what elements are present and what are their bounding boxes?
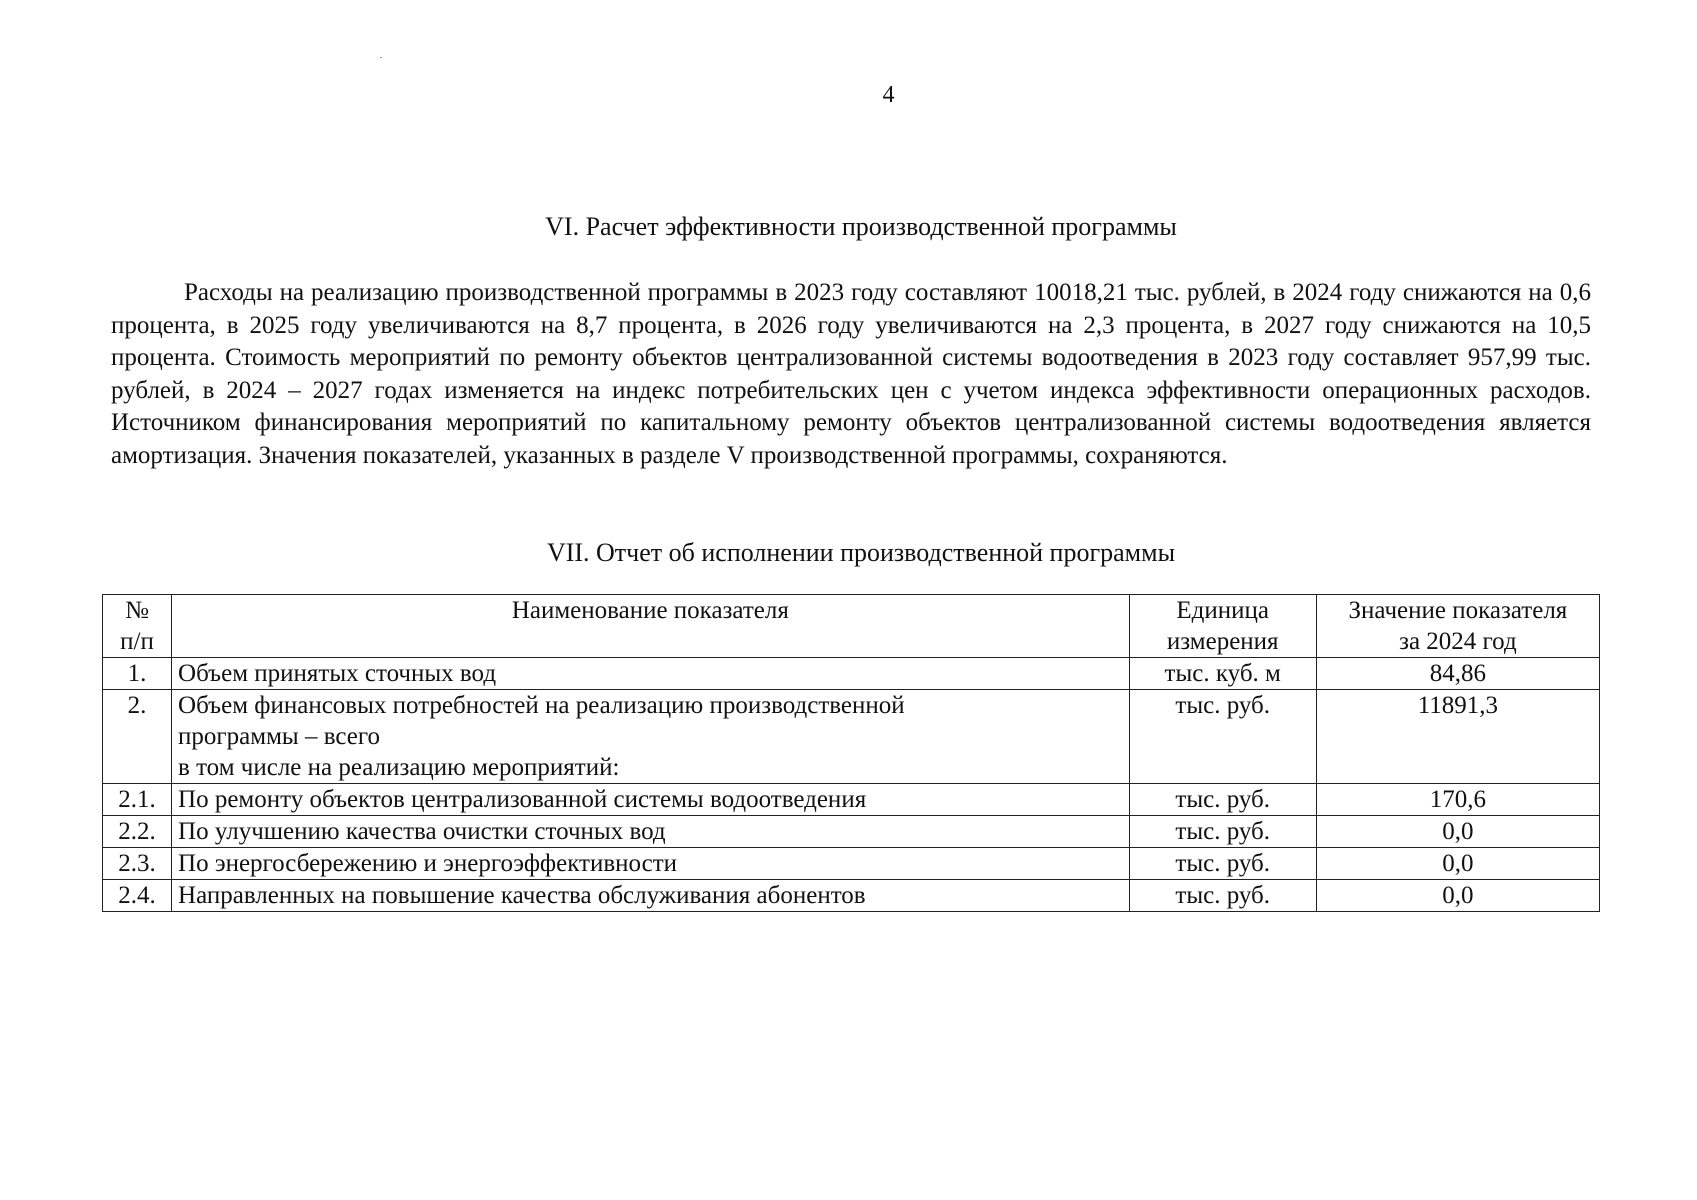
table-row bbox=[103, 658, 1600, 690]
table-row bbox=[103, 690, 1600, 784]
row-name: Объем принятых сточных вод bbox=[172, 658, 1130, 690]
table-row bbox=[103, 848, 1600, 880]
row-unit: тыс. руб. bbox=[1129, 690, 1316, 784]
header-unit: Единица измерения bbox=[1129, 595, 1316, 658]
report-table bbox=[102, 594, 1600, 912]
row-name: По ремонту объектов централизованной системы водоотведения bbox=[172, 784, 1130, 816]
row-name: Объем финансовых потребностей на реализацию производственной программы – всего в том числе на реализацию мероприятий: bbox=[172, 690, 1130, 784]
row-value: 0,0 bbox=[1316, 880, 1599, 912]
row-number: 2.4. bbox=[103, 880, 172, 912]
row-number: 2. bbox=[103, 690, 172, 784]
table-header-row bbox=[103, 595, 1600, 658]
table-row bbox=[103, 816, 1600, 848]
header-number: № п/п bbox=[103, 595, 172, 658]
row-number: 1. bbox=[103, 658, 172, 690]
header-value: Значение показателя за 2024 год bbox=[1316, 595, 1599, 658]
section-6-title: VI. Расчет эффективности производственной программы bbox=[545, 212, 1177, 241]
row-number: 2.2. bbox=[103, 816, 172, 848]
row-unit: тыс. руб. bbox=[1129, 880, 1316, 912]
row-value: 11891,3 bbox=[1316, 690, 1599, 784]
row-value: 170,6 bbox=[1316, 784, 1599, 816]
scan-artifact bbox=[380, 57, 382, 58]
row-value: 0,0 bbox=[1316, 816, 1599, 848]
section-6-paragraph: Расходы на реализацию производственной программы в 2023 году составляют 10018,21 тыс. рублей, в 2024 году снижаются на 0,6 процента, в 2025 году увеличиваются на 8,7 процента, в 2026 году увеличиваются на 2,3 процента, в 2027 году снижаются на 10,5 процента. Стоимость мероприятий по ремонту объектов централизованной системы водоотведения в 2023 году составляет 957,99 тыс. рублей, в 2024 – 2027 годах изменяется на индекс потребительских цен с учетом индекса эффективности операционных расходов. Источником финансирования мероприятий по капитальному ремонту объектов централизованной системы водоотведения является амортизация. Значения показателей, указанных в разделе V производственной программы, сохраняются. bbox=[111, 279, 1591, 469]
row-name: Направленных на повышение качества обслуживания абонентов bbox=[172, 880, 1130, 912]
header-name: Наименование показателя bbox=[172, 595, 1130, 658]
section-7-title: VII. Отчет об исполнении производственной программы bbox=[546, 538, 1176, 567]
table-row bbox=[103, 784, 1600, 816]
page-number: 4 bbox=[882, 82, 895, 108]
row-unit: тыс. руб. bbox=[1129, 816, 1316, 848]
row-unit: тыс. куб. м bbox=[1129, 658, 1316, 690]
row-number: 2.3. bbox=[103, 848, 172, 880]
row-name: По энергосбережению и энергоэффективности bbox=[172, 848, 1130, 880]
row-value: 0,0 bbox=[1316, 848, 1599, 880]
table-row bbox=[103, 880, 1600, 912]
row-unit: тыс. руб. bbox=[1129, 848, 1316, 880]
row-value: 84,86 bbox=[1316, 658, 1599, 690]
row-name: По улучшению качества очистки сточных вод bbox=[172, 816, 1130, 848]
row-unit: тыс. руб. bbox=[1129, 784, 1316, 816]
row-number: 2.1. bbox=[103, 784, 172, 816]
